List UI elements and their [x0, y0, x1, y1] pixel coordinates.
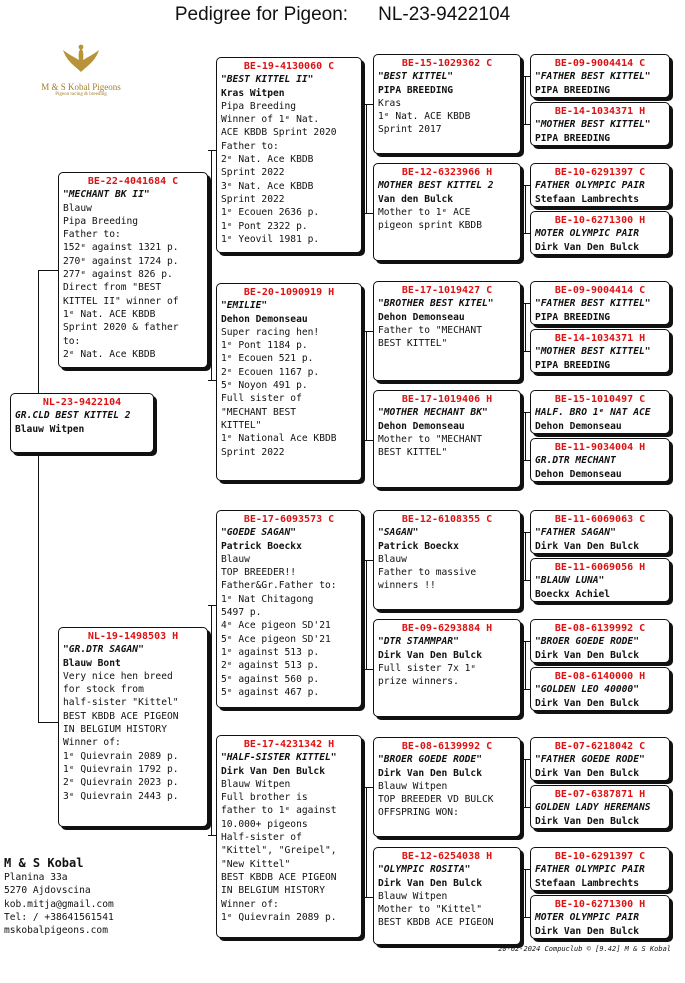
info-line: Sprint 2022: [221, 446, 285, 458]
info-line: Direct from "BEST: [63, 282, 162, 294]
pigeon-name: HALF. BRO 1ᵉ NAT ACE: [535, 407, 651, 419]
info-line: Blauw Witpen: [221, 778, 291, 790]
title-label: Pedigree for Pigeon:: [174, 4, 349, 25]
great-grandparent-card[interactable]: [373, 737, 521, 837]
page-title: [0, 4, 685, 26]
ring-number: BE-19-4130060 C: [243, 61, 335, 72]
grandparent-card[interactable]: [216, 57, 362, 253]
connector-line: [525, 532, 526, 580]
great-grandparent-card[interactable]: [373, 163, 521, 261]
info-line: 1ᵉ Quievrain 2089 p.: [63, 750, 179, 762]
info-line: 3ᵉ Quievrain 2443 p.: [63, 790, 179, 802]
ring-number: BE-17-1019427 C: [401, 285, 493, 296]
info-line: Mother to "Kittel": [378, 904, 482, 916]
owner-name: PIPA BREEDING: [535, 132, 611, 144]
info-line: "New Kittel": [221, 858, 291, 870]
info-line: Full sister 7x 1ᵉ: [378, 662, 477, 674]
connector-line: [211, 150, 212, 380]
owner-line: 5270 Ajdovscina: [4, 885, 91, 897]
info-line: BEST KBDB ACE PIGEON: [63, 710, 179, 722]
owner-name: PIPA BREEDING: [535, 84, 611, 96]
owner-name: Dehon Demonseau: [378, 420, 465, 432]
ring-number: BE-10-6271300 H: [554, 215, 646, 226]
connector-line: [521, 233, 530, 234]
info-line: ACE KBDB Sprint 2020: [221, 127, 337, 139]
pigeon-name: "FATHER SAGAN": [535, 527, 616, 539]
info-line: 1ᵉ Yeovil 1981 p.: [221, 233, 320, 245]
info-line: pigeon sprint KBDB: [378, 220, 482, 232]
g-great-grandparent-card[interactable]: [530, 895, 670, 939]
ring-number: BE-07-6218042 C: [554, 741, 646, 752]
connector-line: [362, 440, 373, 441]
info-line: Blauw Witpen: [378, 890, 448, 902]
ring-number: BE-12-6108355 C: [401, 514, 493, 525]
owner-line: Planina 33a: [4, 872, 68, 883]
owner-name: Dirk Van Den Bulck: [378, 877, 482, 889]
info-line: Sprint 2017: [378, 124, 442, 136]
ring-number: BE-17-6093573 C: [243, 514, 335, 525]
great-grandparent-card[interactable]: [373, 390, 521, 488]
info-line: TOP BREEDER VD BULCK: [378, 794, 494, 806]
ring-number: BE-15-1010497 C: [554, 394, 646, 405]
ring-number: BE-08-6139992 C: [401, 741, 493, 752]
connector-line: [208, 380, 216, 381]
g-great-grandparent-card[interactable]: [530, 785, 670, 829]
title-ring: NL-23-9422104: [378, 4, 511, 25]
ring-number: BE-09-9004414 C: [554, 285, 646, 296]
owner-name: PIPA BREEDING: [535, 359, 611, 371]
info-line: Half-sister of: [221, 832, 302, 844]
info-line: BEST KBDB ACE PIGEON: [221, 871, 337, 883]
owner-name: Stefaan Lambrechts: [535, 877, 639, 889]
info-line: Blauw: [63, 202, 92, 214]
pigeon-name: GR.CLD BEST KITTEL 2: [15, 410, 131, 422]
owner-phone: Tel: / +38641561541: [4, 911, 114, 923]
pigeon-name: "BROER GOEDE RODE": [378, 754, 482, 766]
info-line: Mother to "MECHANT: [378, 433, 482, 445]
connector-line: [521, 351, 530, 352]
info-line: 5ᵉ Ace pigeon SD'21: [221, 633, 331, 645]
pigeon-name: "BROER GOEDE RODE": [535, 636, 639, 648]
owner-name: Dirk Van Den Bulck: [535, 815, 639, 827]
great-grandparent-card[interactable]: [373, 847, 521, 945]
owner-name: Dehon Demonseau: [535, 468, 622, 480]
ring-number: BE-14-1034371 H: [554, 333, 646, 344]
info-line: father to 1ᵉ against: [221, 805, 337, 817]
pigeon-name: MOTHER BEST KITTEL 2: [378, 180, 494, 192]
connector-line: [525, 76, 526, 124]
info-line: IN BELGIUM HISTORY: [221, 885, 325, 897]
info-line: Full sister of: [221, 393, 302, 405]
info-line: Winner of:: [221, 898, 279, 910]
info-line: Sprint 2020 & father: [63, 322, 179, 334]
connector-line: [521, 124, 530, 125]
connector-line: [362, 104, 373, 105]
owner-name: Dehon Demonseau: [535, 420, 622, 432]
sire-card[interactable]: [58, 172, 208, 368]
g-great-grandparent-card[interactable]: [530, 737, 670, 781]
connector-line: [521, 460, 530, 461]
pigeon-name: "GOEDE SAGAN": [221, 527, 297, 539]
ring-number: BE-09-6293884 H: [401, 623, 493, 634]
owner-name: Patrick Boeckx: [221, 540, 302, 552]
owner-name: Dirk Van Den Bulck: [535, 767, 639, 779]
connector-line: [525, 759, 526, 807]
owner-email[interactable]: kob.mitja@gmail.com: [4, 898, 114, 910]
owner-name: Van den Bulck: [378, 193, 454, 205]
info-line: prize winners.: [378, 676, 459, 688]
great-grandparent-card[interactable]: [373, 619, 521, 717]
info-line: 1ᵉ Nat. ACE KBDB: [378, 111, 471, 123]
pigeon-name: "BLAUW LUNA": [535, 575, 605, 587]
owner-name: Dirk Van Den Bulck: [535, 697, 639, 709]
info-line: Father to "MECHANT: [378, 324, 482, 336]
info-line: 3ᵉ Nat. Ace KBDB: [221, 180, 314, 192]
ring-number: BE-17-4231342 H: [243, 739, 335, 750]
g-great-grandparent-card[interactable]: [530, 211, 670, 255]
info-line: 5497 p.: [221, 607, 262, 619]
pigeon-name: "HALF-SISTER KITTEL": [221, 752, 337, 764]
info-line: BEST KITTEL": [378, 447, 448, 459]
pigeon-name: "BEST KITTEL": [378, 71, 454, 83]
ring-number: BE-08-6140000 H: [554, 671, 646, 682]
pigeon-logo-icon: [61, 42, 101, 78]
owner-name: Kras Witpen: [221, 87, 285, 99]
ring-number: BE-17-1019406 H: [401, 394, 493, 405]
owner-name: Dehon Demonseau: [221, 313, 308, 325]
info-line: Blauw: [221, 553, 250, 565]
g-great-grandparent-card[interactable]: [530, 163, 670, 207]
owner-name: Dirk Van Den Bulck: [221, 765, 325, 777]
info-line: to:: [63, 335, 81, 347]
ring-number: BE-11-6069056 H: [554, 562, 646, 573]
info-line: 4ᵉ Ace pigeon SD'21: [221, 620, 331, 632]
great-grandparent-card[interactable]: [373, 281, 521, 381]
owner-name: Patrick Boeckx: [378, 540, 459, 552]
info-line: 1ᵉ Pont 1184 p.: [221, 340, 308, 352]
connector-line: [521, 689, 530, 690]
owner-name: Dirk Van Den Bulck: [535, 540, 639, 552]
owner-name: Boeckx Achiel: [535, 588, 611, 600]
info-line: Sprint 2022: [221, 193, 285, 205]
connector-line: [38, 270, 58, 271]
owner-name: PIPA BREEDING: [378, 84, 454, 96]
ring-number: NL-19-1498503 H: [87, 631, 179, 642]
connector-line: [362, 331, 373, 332]
connector-line: [38, 453, 39, 723]
grandparent-card[interactable]: [216, 735, 362, 938]
connector-line: [362, 669, 373, 670]
ring-number: BE-11-6069063 C: [554, 514, 646, 525]
info-line: 2ᵉ Nat. Ace KBDB: [63, 348, 156, 360]
connector-line: [521, 580, 530, 581]
subject-card[interactable]: [10, 393, 154, 453]
g-great-grandparent-card[interactable]: [530, 619, 670, 663]
g-great-grandparent-card[interactable]: [530, 281, 670, 325]
ring-number: BE-08-6139992 C: [554, 623, 646, 634]
connector-line: [38, 270, 39, 393]
g-great-grandparent-card[interactable]: [530, 329, 670, 373]
connector-line: [362, 787, 373, 788]
pigeon-name: FATHER OLYMPIC PAIR: [535, 864, 645, 876]
pigeon-name: "MOTHER BEST KITTEL": [535, 119, 651, 131]
info-line: Blauw Witpen: [378, 780, 448, 792]
owner-name: Dirk Van Den Bulck: [535, 925, 639, 937]
info-line: "MECHANT BEST: [221, 406, 297, 418]
info-line: Winner of:: [63, 737, 121, 749]
dam-card[interactable]: [58, 627, 208, 827]
ring-number: BE-10-6291397 C: [554, 167, 646, 178]
connector-line: [521, 917, 530, 918]
ring-number: BE-07-6387871 H: [554, 789, 646, 800]
info-line: "Kittel", "Greipel",: [221, 845, 337, 857]
connector-line: [208, 835, 216, 836]
info-line: TOP BREEDER!!: [221, 567, 297, 579]
info-line: Very nice hen breed: [63, 670, 173, 682]
pigeon-name: "EMILIE": [221, 300, 268, 312]
info-line: Kras: [378, 97, 402, 109]
info-line: 5ᵉ against 467 p.: [221, 686, 320, 698]
info-line: Pipa Breeding: [221, 100, 297, 112]
ring-number: BE-11-9034004 H: [554, 442, 646, 453]
info-line: 1ᵉ Nat. ACE KBDB: [63, 308, 156, 320]
ring-number: BE-22-4041684 C: [87, 176, 179, 187]
connector-line: [208, 605, 216, 606]
owner-name: Blauw Witpen: [15, 423, 85, 435]
owner-name: M & S Kobal: [4, 856, 84, 870]
info-line: Winner of 1ᵉ Nat.: [221, 114, 320, 126]
logo-brand: M & S Kobal Pigeons: [41, 82, 121, 92]
info-line: 1ᵉ Quievrain 1792 p.: [63, 763, 179, 775]
info-line: winners !!: [378, 580, 436, 592]
grandparent-card[interactable]: [216, 510, 362, 708]
connector-line: [366, 104, 367, 213]
connector-line: [525, 412, 526, 460]
info-line: 10.000+ pigeons: [221, 818, 308, 830]
pigeon-name: FATHER OLYMPIC PAIR: [535, 180, 645, 192]
owner-name: Stefaan Lambrechts: [535, 193, 639, 205]
logo-tagline: Pigeon racing & breeding: [55, 92, 107, 97]
g-great-grandparent-card[interactable]: [530, 102, 670, 146]
pigeon-name: MOTER OLYMPIC PAIR: [535, 228, 639, 240]
pigeon-name: "FATHER GOEDE RODE": [535, 754, 645, 766]
info-line: 2ᵉ Quievrain 2023 p.: [63, 777, 179, 789]
info-line: 1ᵉ Quievrain 2089 p.: [221, 911, 337, 923]
owner-name: PIPA BREEDING: [535, 311, 611, 323]
info-line: 1ᵉ Ecouen 2636 p.: [221, 207, 320, 219]
connector-line: [366, 787, 367, 897]
info-line: half-sister "Kittel": [63, 697, 179, 709]
info-line: Father to:: [221, 140, 279, 152]
owner-name: Dirk Van Den Bulck: [378, 767, 482, 779]
connector-line: [525, 185, 526, 233]
info-line: Pipa Breeding: [63, 215, 139, 227]
great-grandparent-card[interactable]: [373, 54, 521, 154]
info-line: KITTEL II" winner of: [63, 295, 179, 307]
connector-line: [362, 213, 373, 214]
g-great-grandparent-card[interactable]: [530, 54, 670, 98]
owner-name: Dirk Van Den Bulck: [535, 649, 639, 661]
g-great-grandparent-card[interactable]: [530, 847, 670, 891]
info-line: Father&Gr.Father to:: [221, 580, 337, 592]
connector-line: [38, 722, 58, 723]
g-great-grandparent-card[interactable]: [530, 390, 670, 434]
info-line: for stock from: [63, 684, 144, 696]
info-line: 1ᵉ Ecouen 521 p.: [221, 353, 314, 365]
info-line: 1ᵉ against 513 p.: [221, 646, 320, 658]
pigeon-name: "MOTHER MECHANT BK": [378, 407, 488, 419]
connector-line: [362, 560, 373, 561]
info-line: IN BELGIUM HISTORY: [63, 724, 167, 736]
ring-number: BE-15-1029362 C: [401, 58, 493, 69]
info-line: Super racing hen!: [221, 326, 320, 338]
ring-number: BE-10-6271300 H: [554, 899, 646, 910]
info-line: Mother to 1ᵉ ACE: [378, 206, 471, 218]
pigeon-name: GR.DTR MECHANT: [535, 455, 616, 467]
ring-number: BE-12-6254038 H: [401, 851, 493, 862]
pigeon-name: GOLDEN LADY HEREMANS: [535, 802, 651, 814]
connector-line: [525, 869, 526, 917]
info-line: BEST KBDB ACE PIGEON: [378, 917, 494, 929]
pigeon-name: "FATHER BEST KITTEL": [535, 71, 651, 83]
info-line: KITTEL": [221, 419, 262, 431]
info-line: OFFSPRING WON:: [378, 807, 459, 819]
g-great-grandparent-card[interactable]: [530, 667, 670, 711]
info-line: 2ᵉ against 513 p.: [221, 660, 320, 672]
connector-line: [521, 807, 530, 808]
connector-line: [208, 150, 216, 151]
info-line: 152ᵉ against 1321 p.: [63, 242, 179, 254]
pigeon-name: "BROTHER BEST KITEL": [378, 298, 494, 310]
info-line: 1ᵉ Nat Chitagong: [221, 593, 314, 605]
pigeon-name: "OLYMPIC ROSITA": [378, 864, 471, 876]
connector-line: [211, 605, 212, 835]
pigeon-name: "FATHER BEST KITTEL": [535, 298, 651, 310]
ring-number: BE-10-6291397 C: [554, 851, 646, 862]
owner-name: Blauw Bont: [63, 657, 121, 669]
info-line: 5ᵉ Noyon 491 p.: [221, 380, 308, 392]
connector-line: [366, 560, 367, 669]
g-great-grandparent-card[interactable]: [530, 558, 670, 602]
pigeon-name: "GOLDEN LEO 40000": [535, 684, 639, 696]
pigeon-name: "DTR STAMMPAR": [378, 636, 459, 648]
g-great-grandparent-card[interactable]: [530, 510, 670, 554]
logo: [22, 42, 140, 97]
pigeon-name: "SAGAN": [378, 527, 419, 539]
info-line: Father to massive: [378, 567, 477, 579]
ring-number: BE-20-1090919 H: [243, 287, 335, 298]
owner-name: Dehon Demonseau: [378, 311, 465, 323]
ring-number: NL-23-9422104: [42, 397, 122, 408]
owner-name: Dirk Van Den Bulck: [535, 241, 639, 253]
connector-line: [366, 331, 367, 440]
pigeon-name: "MECHANT BK II": [63, 189, 150, 201]
connector-line: [525, 641, 526, 689]
info-line: 5ᵉ against 560 p.: [221, 673, 320, 685]
info-line: 277ᵉ against 826 p.: [63, 269, 173, 281]
connector-line: [362, 897, 373, 898]
footer: 20-02-2024 Compuclub © [9.42] M & S Kobal: [498, 945, 671, 953]
grandparent-card[interactable]: [216, 283, 362, 481]
ring-number: BE-09-9004414 C: [554, 58, 646, 69]
info-line: Father to:: [63, 229, 121, 241]
info-line: 2ᵉ Nat. Ace KBDB: [221, 154, 314, 166]
owner-name: Dirk Van Den Bulck: [378, 649, 482, 661]
info-line: 2ᵉ Ecouen 1167 p.: [221, 366, 320, 378]
info-line: Full brother is: [221, 792, 308, 804]
pigeon-name: "GR.DTR SAGAN": [63, 644, 144, 656]
great-grandparent-card[interactable]: [373, 510, 521, 610]
owner-website[interactable]: mskobalpigeons.com: [4, 925, 108, 937]
ring-number: BE-12-6323966 H: [401, 167, 493, 178]
info-line: 1ᵉ Pont 2322 p.: [221, 220, 308, 232]
info-line: 270ᵉ against 1724 p.: [63, 255, 179, 267]
info-line: Sprint 2022: [221, 167, 285, 179]
info-line: BEST KITTEL": [378, 338, 448, 350]
pigeon-name: "BEST KITTEL II": [221, 74, 314, 86]
connector-line: [525, 303, 526, 351]
pigeon-name: "MOTHER BEST KITTEL": [535, 346, 651, 358]
ring-number: BE-14-1034371 H: [554, 106, 646, 117]
pigeon-name: MOTER OLYMPIC PAIR: [535, 912, 639, 924]
info-line: Blauw: [378, 553, 407, 565]
info-line: 1ᵉ National Ace KBDB: [221, 433, 337, 445]
g-great-grandparent-card[interactable]: [530, 438, 670, 482]
owner-info: [4, 855, 114, 937]
